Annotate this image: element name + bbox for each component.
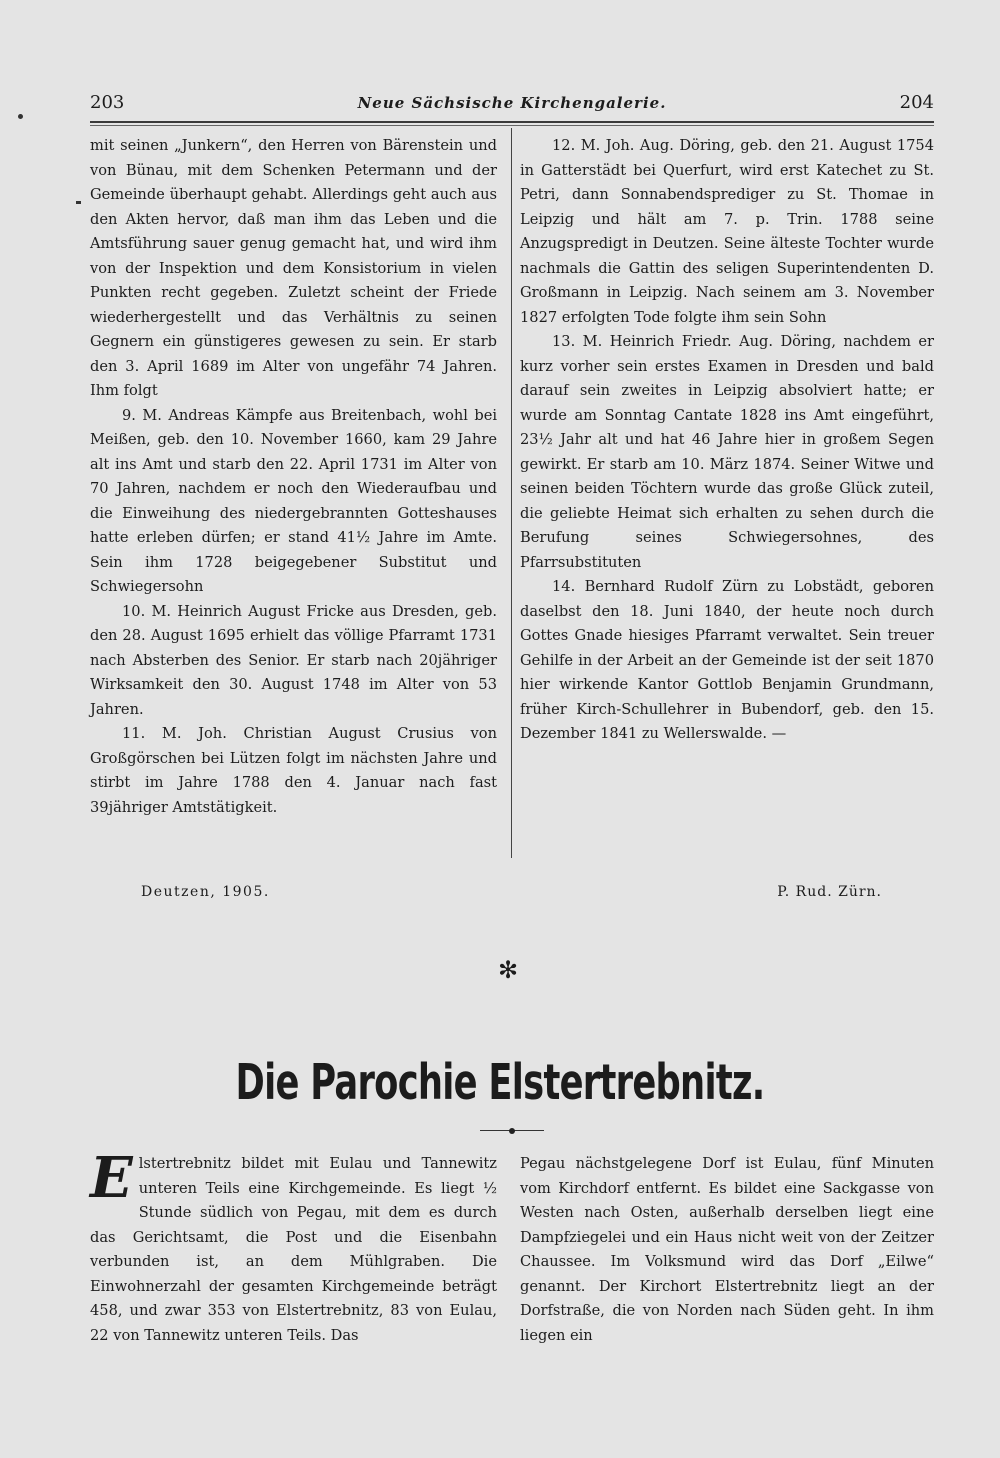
- place-date: Deutzen, 1905.: [141, 884, 270, 900]
- page-number-left: 203: [90, 92, 125, 113]
- column-divider: [511, 128, 512, 858]
- right-column: [520, 134, 934, 747]
- article-text: lstertrebnitz bildet mit Eulau und Tannewitz unteren Teils eine Kirchgemeinde. Es liegt ½ Stunde südlich von Pegau, mit dem es durch das Gerichtsamt, die Post und die Eisenbahn verbunden ist, an dem Mühlgraben. Die Einwohnerzahl der gesamten Kirchgemeinde beträgt 458, und zwar 353 von Elstertrebnitz, 83 von Eulau, 22 von Tannewitz unteren Teils. Das: [90, 1155, 497, 1344]
- margin-mark: [76, 201, 81, 204]
- flower-ornament-icon: ✻: [498, 956, 519, 984]
- paragraph: 11. M. Joh. Christian August Crusius von Großgörschen bei Lützen folgt im nächsten Jahre und stirbt im Jahre 1788 den 4. Januar nach fast 39jähriger Amtstätigkeit.: [90, 725, 497, 816]
- article-left-column: [90, 1145, 497, 1348]
- drop-cap: E: [90, 1145, 133, 1211]
- header-rule: [90, 125, 934, 126]
- article-title: Die Parochie Elstertrebnitz.: [235, 1054, 765, 1111]
- running-header: [90, 92, 934, 116]
- left-column: [90, 134, 497, 820]
- page-number-right: 204: [899, 92, 934, 113]
- article-right-column: [520, 1152, 934, 1348]
- author-signature: P. Rud. Zürn.: [777, 884, 882, 900]
- paragraph: 13. M. Heinrich Friedr. Aug. Döring, nachdem er kurz vorher sein erstes Examen in Dresden und bald darauf sein zweites in Leipzig absolviert hatte; er wurde am Sonntag Cantate 1828 ins Amt eingeführt, 23½ Jahr alt und hat 46 Jahre hier in großem Segen gewirkt. Er starb am 10. März 1874. Seiner Witwe und seinen beiden Töchtern wurde das große Glück zuteil, die geliebte Heimat sich erhalten zu sehen durch die Berufung seines Schwiegersohnes, des Pfarrsubstituten: [520, 333, 934, 571]
- journal-title: Neue Sächsische Kirchengalerie.: [357, 94, 667, 112]
- title-separator: [480, 1128, 544, 1134]
- paragraph: mit seinen „Junkern“, den Herren von Bärenstein und von Bünau, mit dem Schenken Petermann und der Gemeinde überhaupt gehabt. Allerdings geht auch aus den Akten hervor, daß man ihm das Leben und die Amtsführung sauer genug gemacht hat, und wird ihm von der Inspektion und dem Konsistorium in vielen Punkten recht gegeben. Zuletzt scheint der Friede wiederhergestellt und das Verhältnis zu seinen Gegnern ein günstigeres gewesen zu sein. Er starb den 3. April 1689 im Alter von ungefähr 74 Jahren. Ihm folgt: [90, 137, 497, 399]
- margin-mark: [18, 114, 23, 119]
- paragraph: 12. M. Joh. Aug. Döring, geb. den 21. August 1754 in Gatterstädt bei Querfurt, wird erst Katechet zu St. Petri, dann Sonnabendsprediger zu St. Thomae in Leipzig und hält am 7. p. Trin. 1788 seine Anzugspredigt in Deutzen. Seine älteste Tochter wurde nachmals die Gattin des seligen Superintendenten D. Großmann in Leipzig. Nach seinem am 3. November 1827 erfolgten Tode folgte ihm sein Sohn: [520, 137, 934, 326]
- header-rule: [90, 121, 934, 123]
- article-paragraph: [90, 1145, 497, 1348]
- paragraph: 14. Bernhard Rudolf Zürn zu Lobstädt, geboren daselbst den 18. Juni 1840, der heute noch durch Gottes Gnade hiesiges Pfarramt verwaltet. Sein treuer Gehilfe in der Arbeit an der Gemeinde ist der seit 1870 hier wirkende Kantor Gottlob Benjamin Grundmann, früher Kirch-Schullehrer in Bubendorf, geb. den 15. Dezember 1841 zu Wellerswalde. —: [520, 578, 934, 742]
- article-paragraph: Pegau nächstgelegene Dorf ist Eulau, fünf Minuten vom Kirchdorf entfernt. Es bildet eine Sackgasse von Westen nach Osten, außerhalb derselben liegt eine Dampfziegelei und ein Haus nicht weit von der Zeitzer Chaussee. Im Volksmund wird das Dorf „Eilwe“ genannt. Der Kirchort Elstertrebnitz liegt an der Dorfstraße, die von Norden nach Süden geht. In ihm liegen ein: [520, 1155, 934, 1344]
- paragraph: 10. M. Heinrich August Fricke aus Dresden, geb. den 28. August 1695 erhielt das völlige Pfarramt 1731 nach Absterben des Senior. Er starb nach 20jähriger Wirksamkeit den 30. August 1748 im Alter von 53 Jahren.: [90, 602, 497, 718]
- paragraph: 9. M. Andreas Kämpfe aus Breitenbach, wohl bei Meißen, geb. den 10. November 1660, kam 29 Jahre alt ins Amt und starb den 22. April 1731 im Alter von 70 Jahren, nachdem er noch den Wiederaufbau und die Einweihung des niedergebrannten Gotteshauses hatte erleben dürfen; er stand 41½ Jahre im Amte. Sein ihm 1728 beigegebener Substitut und Schwiegersohn: [90, 406, 497, 595]
